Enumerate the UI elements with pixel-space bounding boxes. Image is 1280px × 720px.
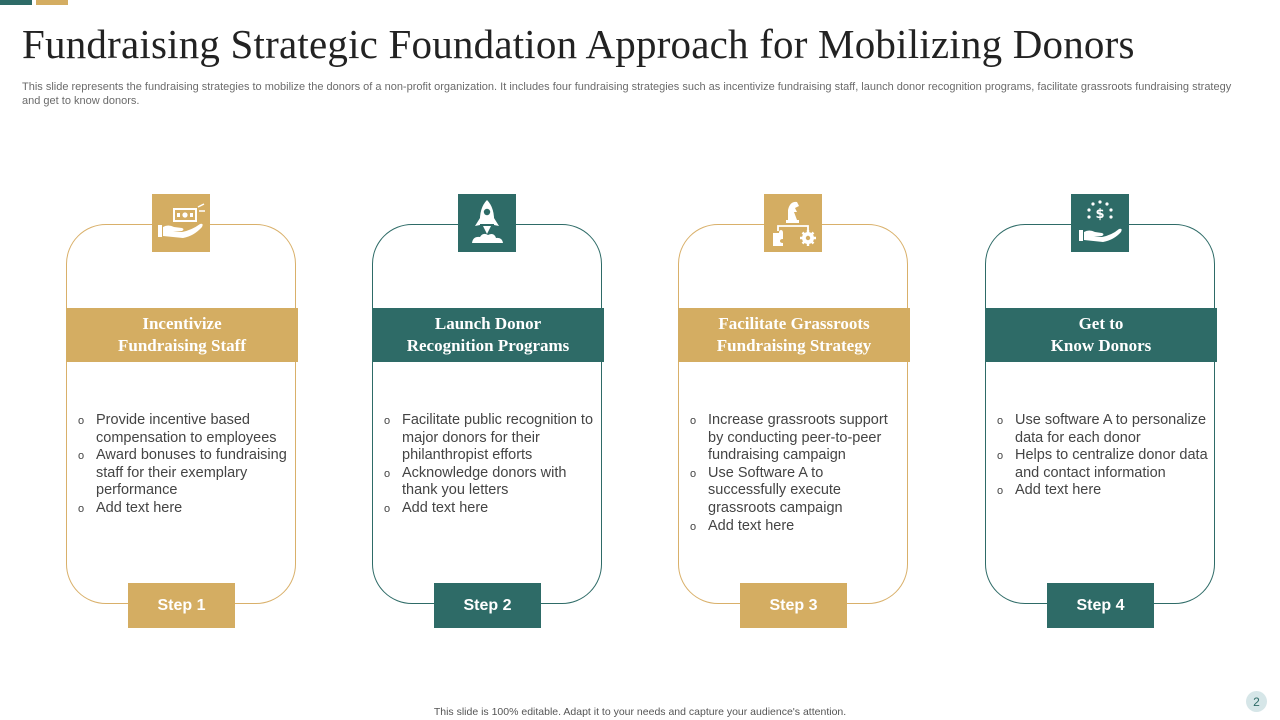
page-number: 2 [1246,691,1267,712]
chess-strategy-icon [764,194,822,252]
step-card-3 [678,224,910,614]
list-item: o Add text here [997,482,1209,500]
step-label: Step 2 [434,583,541,628]
footer-note: This slide is 100% editable. Adapt it to your needs and capture your audience's attention. [433,706,847,718]
step-title: Facilitate Grassroots Fundraising Strategy [678,308,910,362]
list-item: o Helps to centralize donor data and contact information [997,447,1209,482]
step-label: Step 4 [1047,583,1154,628]
list-item: o Use software A to personalize data for each donor [997,412,1209,447]
step-card-2 [372,224,604,614]
step-card-1 [66,224,298,614]
step-title: Incentivize Fundraising Staff [66,308,298,362]
step-title: Launch Donor Recognition Programs [372,308,604,362]
top-accent-teal [0,0,32,5]
step-title: Get to Know Donors [985,308,1217,362]
bullet-list [384,412,596,518]
top-accent-gold [36,0,68,5]
slide-title: Fundraising Strategic Foundation Approach for Mobilizing Donors [22,21,1135,67]
list-item: o Provide incentive based compensation to employees [78,412,290,447]
list-item: o Add text here [384,500,596,518]
slide-subtitle: This slide represents the fundraising strategies to mobilize the donors of a non-profit organization. It includes four fundraising strategies such as incentivize fundraising staff, launch donor recognition programs, facilitate grassroots fundraising strategy and get to know donors. [22,81,1232,107]
list-item: o Acknowledge donors with thank you letters [384,465,596,500]
svg-text:$: $ [1095,207,1105,222]
step-label: Step 3 [740,583,847,628]
bullet-list [690,412,902,535]
list-item: o Add text here [78,500,290,518]
list-item: o Add text here [690,518,902,536]
list-item: o Facilitate public recognition to major donors for their philanthropist efforts [384,412,596,465]
hand-dollar-icon [1071,194,1129,252]
list-item: o Use Software A to successfully execute grassroots campaign [690,465,902,518]
bullet-list [997,412,1209,500]
step-label: Step 1 [128,583,235,628]
bullet-list [78,412,290,518]
list-item: o Award bonuses to fundraising staff for their exemplary performance [78,447,290,500]
step-card-4 [985,207,1217,614]
hand-money-icon [152,194,210,252]
list-item: o Increase grassroots support by conducting peer-to-peer fundraising campaign [690,412,902,465]
rocket-icon [458,194,516,252]
